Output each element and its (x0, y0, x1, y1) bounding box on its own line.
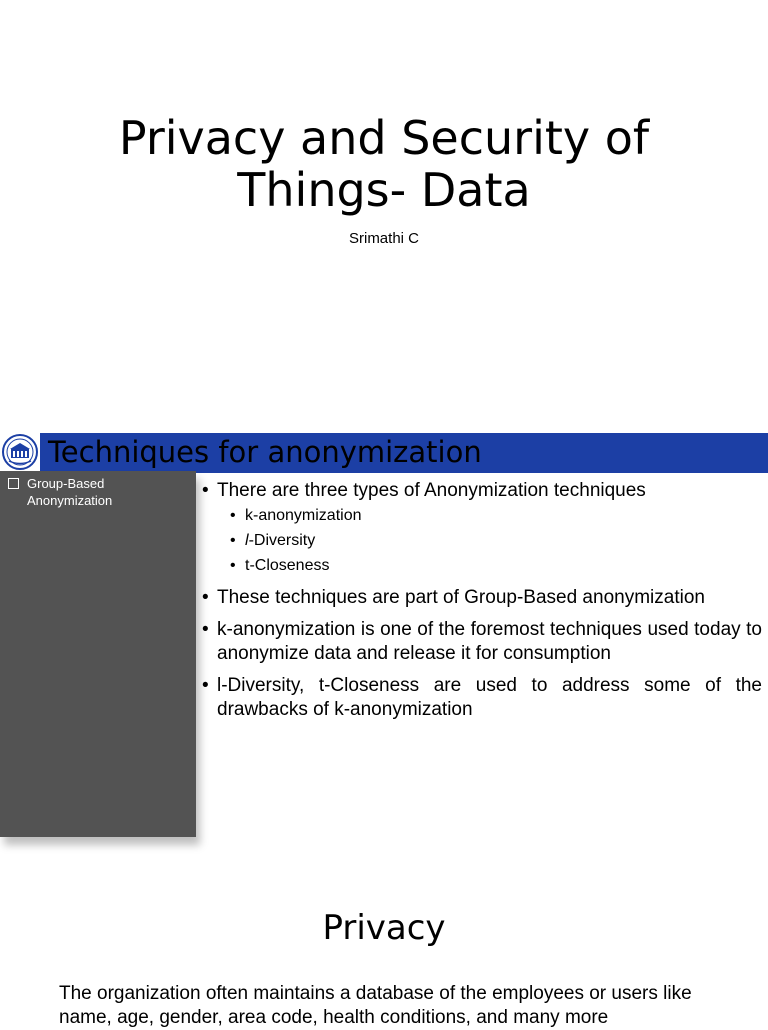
sub-bullet-text: -Diversity (248, 532, 316, 549)
author-name: Srimathi C (348, 230, 419, 247)
sub-bullet-item (202, 553, 762, 578)
title-slide (0, 0, 768, 410)
bullet-text: These techniques are part of Group-Based anonymization (217, 587, 705, 608)
sub-bullet-text: t-Closeness (245, 557, 330, 574)
sub-bullet-item (202, 503, 762, 528)
title-line-1: Privacy and Security of (118, 111, 650, 165)
bullet-text: k-anonymization is one of the foremost techniques used today to anonymize data and release it for consumption (217, 619, 762, 664)
bullet-item (202, 674, 762, 722)
techniques-slide (0, 433, 768, 843)
bullet-icon: • (202, 619, 209, 640)
sub-bullet-italic-letter: l (245, 532, 249, 549)
bullet-icon: • (202, 675, 209, 696)
sub-bullet-item (202, 528, 762, 553)
bullet-item (202, 479, 762, 503)
title-line-2: Things- Data (237, 163, 531, 217)
side-item-group-based (8, 475, 188, 509)
bullet-list (202, 479, 762, 722)
bullet-text: There are three types of Anonymization techniques (217, 480, 646, 501)
presentation-title (0, 112, 768, 216)
institution-logo-icon (2, 433, 38, 471)
bullet-icon: • (230, 557, 236, 574)
privacy-slide (0, 880, 768, 1028)
body-text: The organization often maintains a database of the employees or users like name, age, gender, area code, health conditions, and many more (59, 983, 692, 1028)
bullet-icon: • (230, 532, 236, 549)
side-item-label: Group-Based Anonymization (27, 476, 113, 508)
bullet-text: l-Diversity, t-Closeness are used to address some of the drawbacks of k-anonymization (217, 675, 762, 720)
bullet-icon: • (202, 480, 209, 501)
bullet-icon: • (230, 507, 236, 524)
bullet-icon: • (202, 587, 209, 608)
slide-title: Techniques for anonymization (48, 435, 482, 469)
checkbox-square-icon (8, 478, 19, 489)
bullet-item (202, 618, 762, 666)
bullet-item (202, 586, 762, 610)
sub-bullet-text: k-anonymization (245, 507, 362, 524)
slide-title: Privacy (322, 908, 446, 948)
side-panel (0, 471, 196, 837)
